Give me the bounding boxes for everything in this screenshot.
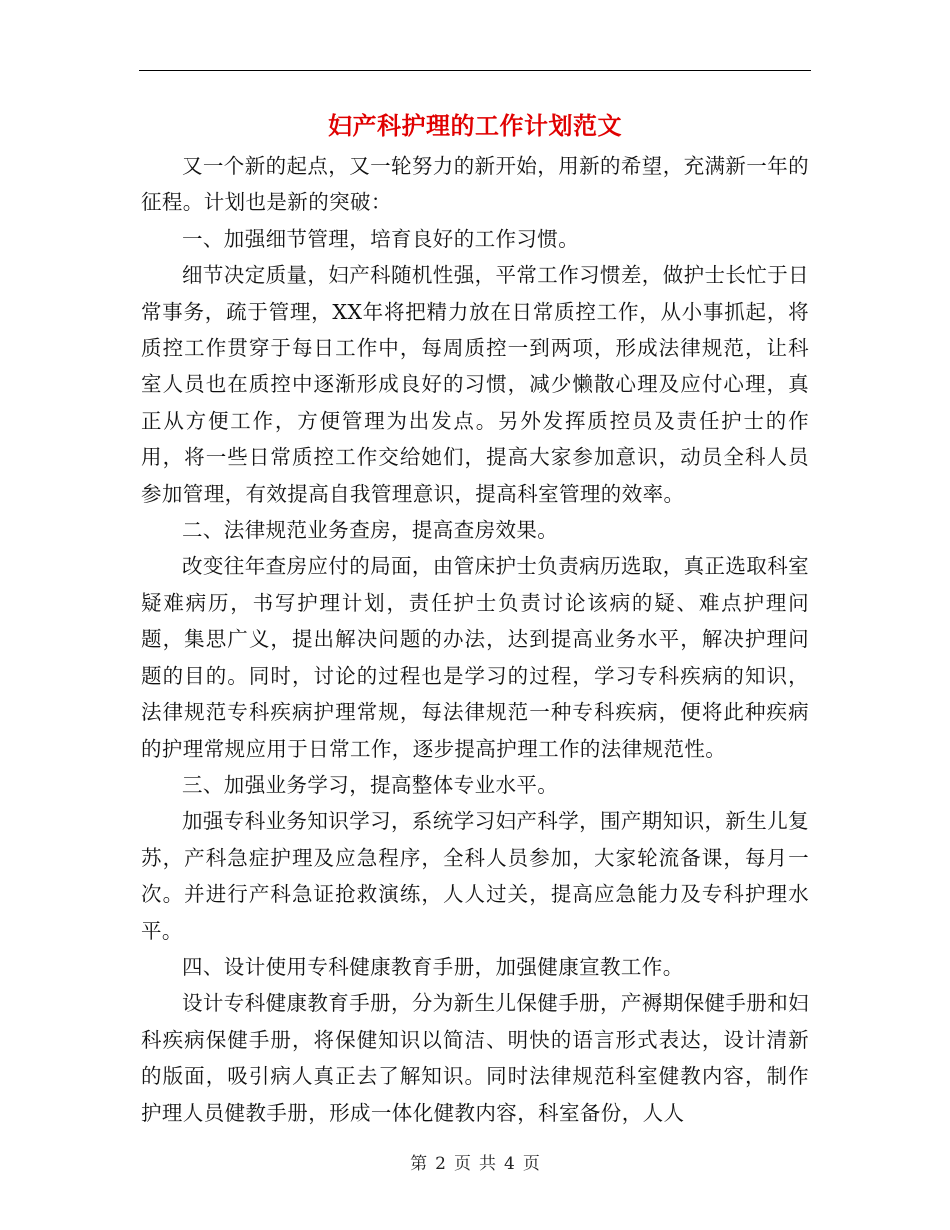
footer-label-gong: 共 <box>479 1154 496 1174</box>
document-title: 妇产科护理的工作计划范文 <box>328 111 622 140</box>
footer-label-ye: 页 <box>454 1154 471 1174</box>
header-rule <box>139 70 811 71</box>
page-footer <box>0 1152 950 1176</box>
footer-label-di: 第 <box>410 1154 428 1174</box>
section-body-3: 加强专科业务知识学习，系统学习妇产科学，围产期知识，新生儿复苏，产科急症护理及应急程序，全科人员参加，大家轮流备课，每月一次。并进行产科急证抢救演练，人人过关，提高应急能力及专科护理水平。 <box>141 809 809 943</box>
section-body-1: 细节决定质量，妇产科随机性强，平常工作习惯差，做护士长忙于日常事务，疏于管理，XX年将把精力放在日常质控工作，从小事抓起，将质控工作贯穿于每日工作中，每周质控一到两项，形成法律规范，让科室人员也在质控中逐渐形成良好的习惯，减少懒散心理及应付心理，真正从方便工作，方便管理为出发点。另外发挥质控员及责任护士的作用，将一些日常质控工作交给她们，提高大家参加意识，动员全科人员参加管理，有效提高自我管理意识，提高科室管理的效率。 <box>141 263 809 506</box>
footer-label-ye2: 页 <box>522 1154 540 1174</box>
document-body <box>141 148 809 1131</box>
section-heading-4: 四、设计使用专科健康教育手册，加强健康宣教工作。 <box>182 954 684 979</box>
section-heading-3: 三、加强业务学习，提高整体专业水平。 <box>182 772 559 797</box>
footer-current-page: 2 <box>435 1154 446 1174</box>
section-heading-2: 二、法律规范业务查房，提高查房效果。 <box>182 518 559 543</box>
section-body-2: 改变往年查房应付的局面，由管床护士负责病历选取，真正选取科室疑难病历，书写护理计划，责任护士负责讨论该病的疑、难点护理问题，集思广义，提出解决问题的办法，达到提高业务水平，解决护理问题的目的。同时，讨论的过程也是学习的过程，学习专科疾病的知识，法律规范专科疾病护理常规，每法律规范一种专科疾病，便将此种疾病的护理常规应用于日常工作，逐步提高护理工作的法律规范性。 <box>141 554 809 761</box>
intro-paragraph: 又一个新的起点，又一轮努力的新开始，用新的希望，充满新一年的征程。计划也是新的突破： <box>141 154 809 215</box>
section-heading-1: 一、加强细节管理，培育良好的工作习惯。 <box>182 226 580 251</box>
section-body-4: 设计专科健康教育手册，分为新生儿保健手册，产褥期保健手册和妇科疾病保健手册，将保健知识以简洁、明快的语言形式表达，设计清新的版面，吸引病人真正去了解知识。同时法律规范科室健教内容，制作护理人员健教手册，形成一体化健教内容，科室备份，人人 <box>141 991 809 1125</box>
footer-total-pages: 4 <box>504 1154 515 1174</box>
